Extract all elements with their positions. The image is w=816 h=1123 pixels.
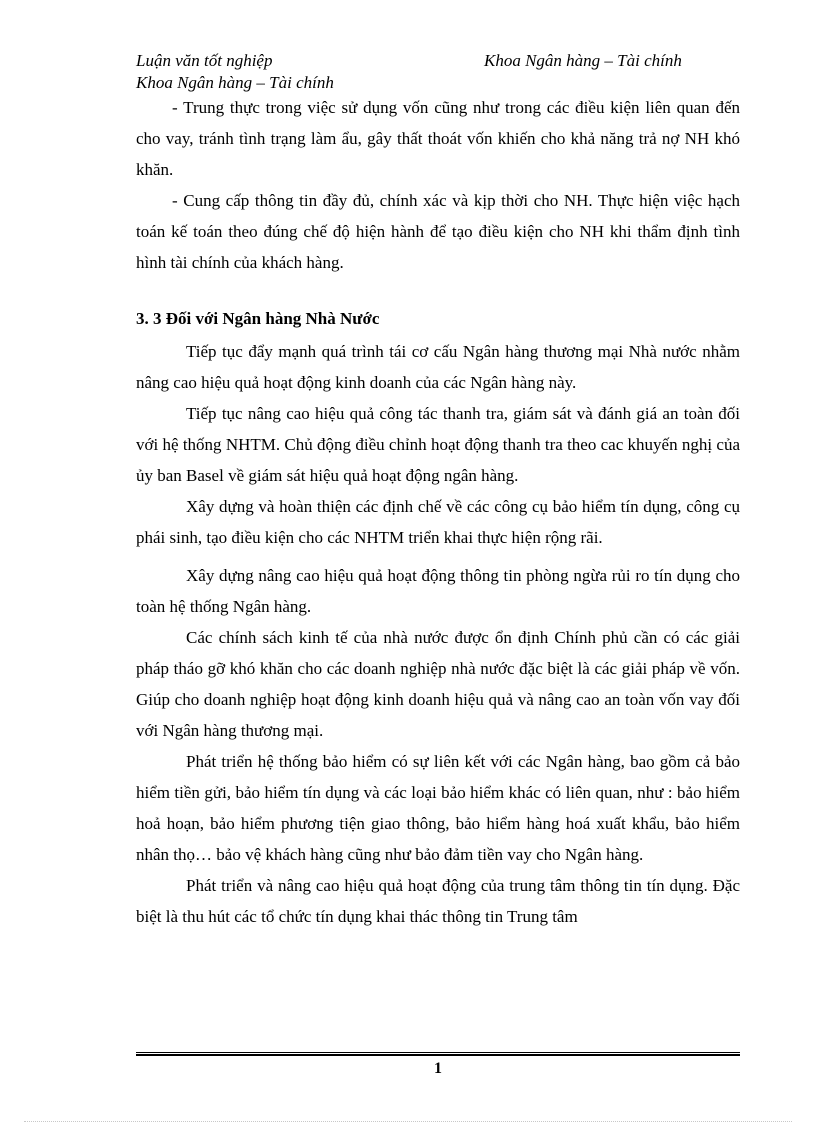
bullet-paragraph: - Trung thực trong việc sử dụng vốn cũng như trong các điều kiện liên quan đến cho vay, tránh tình trạng làm ẩu, gây thất thoát vốn khiến cho khả năng trả nợ NH khó khăn. [136, 98, 740, 179]
page-header [136, 48, 736, 98]
paragraph-gap [136, 553, 740, 560]
header-faculty-left: Khoa Ngân hàng – Tài chính [136, 73, 334, 92]
body-paragraph: Phát triển hệ thống bảo hiểm có sự liên kết với các Ngân hàng, bao gồm cả bảo hiểm tiền gửi, bảo hiểm tín dụng và các loại bảo hiểm khác có liên quan, như : bảo hiểm hoả hoạn, bảo hiểm phương tiện giao thông, bảo hiểm hàng hoá xuất khẩu, bảo hiểm nhân thọ… bảo vệ khách hàng cũng như bảo đảm tiền vay cho Ngân hàng. [136, 752, 740, 864]
section-heading: 3. 3 Đối với Ngân hàng Nhà Nước [136, 309, 380, 328]
page-bottom-dotted-edge [24, 1121, 792, 1122]
header-thesis-title: Luận văn tốt nghiệp [136, 51, 273, 70]
footer-double-rule [136, 1052, 740, 1056]
body-paragraph: Tiếp tục nâng cao hiệu quả công tác thanh tra, giám sát và đánh giá an toàn đối với hệ thống NHTM. Chủ động điều chỉnh hoạt động thanh tra theo cac khuyến nghị của ủy ban Basel về giám sát hiệu quả hoạt động ngân hàng. [136, 404, 740, 485]
body-paragraph: Các chính sách kinh tế của nhà nước được ổn định Chính phủ cần có các giải pháp tháo gỡ khó khăn cho các doanh nghiệp nhà nước đặc biệt là các giải pháp về vốn. Giúp cho doanh nghiệp hoạt động kinh doanh hiệu quả và nâng cao an toàn vốn vay đối với Ngân hàng thương mại. [136, 628, 740, 740]
body-paragraph: Phát triển và nâng cao hiệu quả hoạt động của trung tâm thông tin tín dụng. Đặc biệt là thu hút các tổ chức tín dụng khai thác thông tin Trung tâm [136, 876, 740, 926]
body-paragraph: Xây dựng nâng cao hiệu quả hoạt động thông tin phòng ngừa rủi ro tín dụng cho toàn hệ thống Ngân hàng. [136, 566, 740, 616]
page-number: 1 [434, 1060, 442, 1077]
document-body [136, 92, 740, 932]
bullet-paragraph: - Cung cấp thông tin đầy đủ, chính xác và kịp thời cho NH. Thực hiện việc hạch toán kế toán theo đúng chế độ hiện hành để tạo điều kiện cho NH khi thẩm định tình hình tài chính của khách hàng. [136, 191, 740, 272]
body-paragraph: Tiếp tục đẩy mạnh quá trình tái cơ cấu Ngân hàng thương mại Nhà nước nhằm nâng cao hiệu quả hoạt động kinh doanh của các Ngân hàng này. [136, 342, 740, 392]
header-faculty-right: Khoa Ngân hàng – Tài chính [484, 51, 682, 70]
body-paragraph: Xây dựng và hoàn thiện các định chế về các công cụ bảo hiểm tín dụng, công cụ phái sinh, tạo điều kiện cho các NHTM triển khai thực hiện rộng rãi. [136, 497, 740, 547]
